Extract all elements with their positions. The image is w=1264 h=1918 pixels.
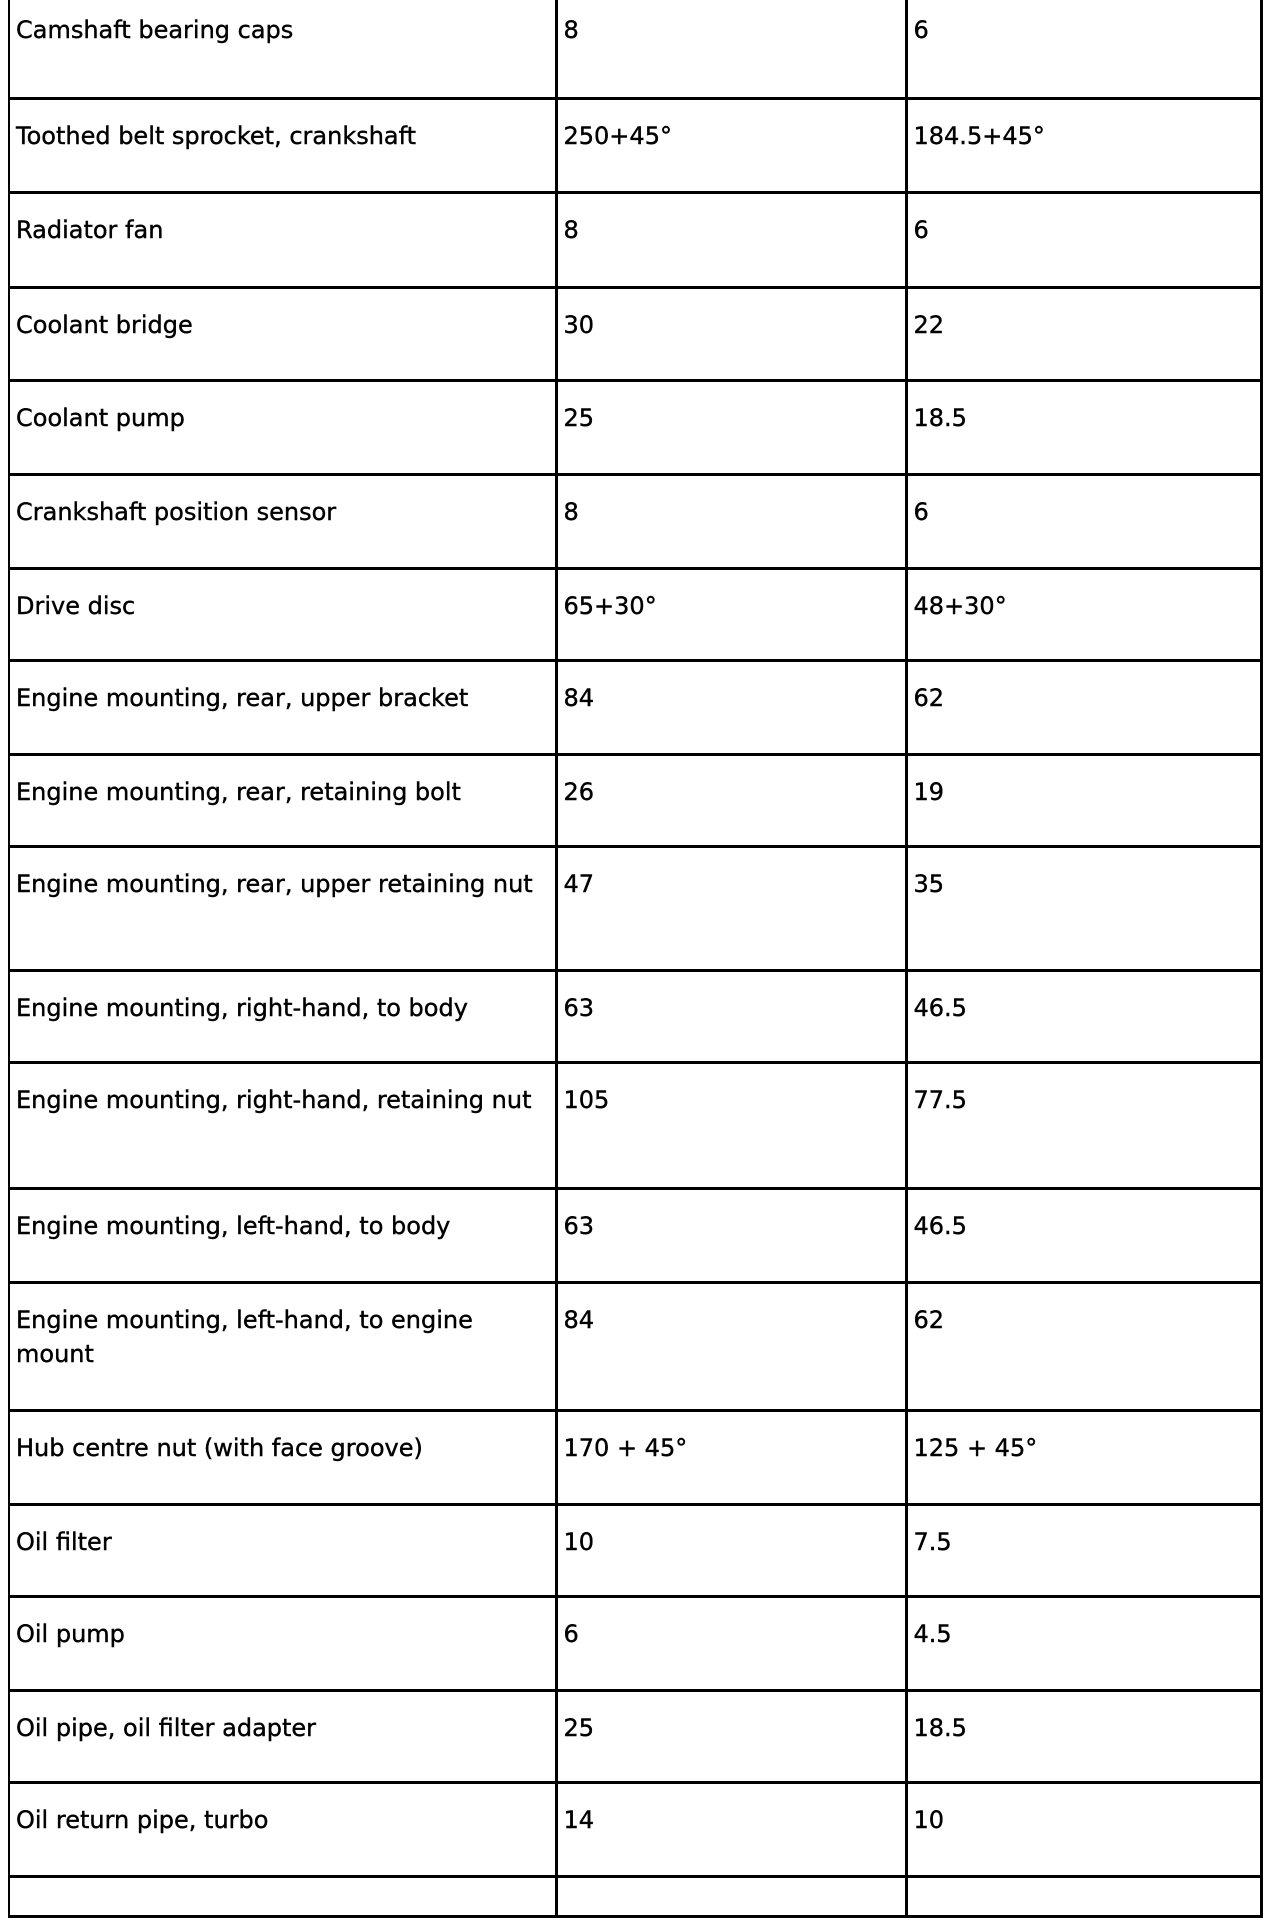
torque-table bbox=[8, 0, 1263, 1918]
table-row bbox=[9, 380, 1261, 474]
torque-nm-cell: 8 bbox=[556, 192, 906, 287]
torque-lbft-cell: 46.5 bbox=[906, 1188, 1261, 1282]
torque-nm-cell: 250+45° bbox=[556, 98, 906, 192]
table-row bbox=[9, 474, 1261, 568]
torque-nm-cell: 170 + 45° bbox=[556, 1410, 906, 1504]
torque-lbft-cell: 6 bbox=[906, 474, 1261, 568]
torque-lbft-cell: 48+30° bbox=[906, 568, 1261, 660]
table-row bbox=[9, 1188, 1261, 1282]
component-cell: Coolant bridge bbox=[9, 287, 556, 380]
component-cell: Engine mounting, rear, upper bracket bbox=[9, 660, 556, 754]
component-cell: Crankshaft position sensor bbox=[9, 474, 556, 568]
table-row bbox=[9, 846, 1261, 970]
table-row bbox=[9, 1782, 1261, 1876]
torque-nm-cell: 84 bbox=[556, 1282, 906, 1410]
torque-nm-cell: 26 bbox=[556, 754, 906, 846]
torque-lbft-cell: 184.5+45° bbox=[906, 98, 1261, 192]
torque-lbft-cell bbox=[906, 1876, 1261, 1916]
component-cell: Camshaft bearing caps bbox=[9, 0, 556, 98]
component-cell: Oil pump bbox=[9, 1596, 556, 1690]
torque-nm-cell: 30 bbox=[556, 287, 906, 380]
component-cell bbox=[9, 1876, 556, 1916]
table-row bbox=[9, 1282, 1261, 1410]
torque-lbft-cell: 19 bbox=[906, 754, 1261, 846]
component-cell: Toothed belt sprocket, crankshaft bbox=[9, 98, 556, 192]
torque-lbft-cell: 22 bbox=[906, 287, 1261, 380]
torque-lbft-cell: 18.5 bbox=[906, 1690, 1261, 1782]
torque-lbft-cell: 125 + 45° bbox=[906, 1410, 1261, 1504]
table-row bbox=[9, 192, 1261, 287]
table-row bbox=[9, 1876, 1261, 1916]
torque-nm-cell: 6 bbox=[556, 1596, 906, 1690]
table-row bbox=[9, 287, 1261, 380]
component-cell: Drive disc bbox=[9, 568, 556, 660]
table-row bbox=[9, 1504, 1261, 1596]
torque-nm-cell bbox=[556, 1876, 906, 1916]
component-cell: Engine mounting, rear, upper retaining nut bbox=[9, 846, 556, 970]
table-row bbox=[9, 1690, 1261, 1782]
table-row bbox=[9, 754, 1261, 846]
table-row bbox=[9, 1062, 1261, 1188]
torque-lbft-cell: 6 bbox=[906, 0, 1261, 98]
torque-lbft-cell: 77.5 bbox=[906, 1062, 1261, 1188]
torque-nm-cell: 63 bbox=[556, 1188, 906, 1282]
component-cell: Engine mounting, right-hand, to body bbox=[9, 970, 556, 1062]
torque-nm-cell: 84 bbox=[556, 660, 906, 754]
torque-nm-cell: 8 bbox=[556, 474, 906, 568]
torque-nm-cell: 105 bbox=[556, 1062, 906, 1188]
torque-lbft-cell: 62 bbox=[906, 660, 1261, 754]
torque-lbft-cell: 18.5 bbox=[906, 380, 1261, 474]
component-cell: Engine mounting, left-hand, to body bbox=[9, 1188, 556, 1282]
torque-lbft-cell: 7.5 bbox=[906, 1504, 1261, 1596]
table-row bbox=[9, 1596, 1261, 1690]
torque-lbft-cell: 10 bbox=[906, 1782, 1261, 1876]
table-row bbox=[9, 1410, 1261, 1504]
torque-nm-cell: 63 bbox=[556, 970, 906, 1062]
torque-lbft-cell: 46.5 bbox=[906, 970, 1261, 1062]
torque-lbft-cell: 35 bbox=[906, 846, 1261, 970]
table-row bbox=[9, 0, 1261, 98]
component-cell: Engine mounting, rear, retaining bolt bbox=[9, 754, 556, 846]
component-cell: Engine mounting, right-hand, retaining nut bbox=[9, 1062, 556, 1188]
torque-lbft-cell: 62 bbox=[906, 1282, 1261, 1410]
torque-nm-cell: 8 bbox=[556, 0, 906, 98]
component-cell: Engine mounting, left-hand, to engine mount bbox=[9, 1282, 556, 1410]
component-cell: Coolant pump bbox=[9, 380, 556, 474]
torque-nm-cell: 25 bbox=[556, 380, 906, 474]
component-cell: Oil pipe, oil filter adapter bbox=[9, 1690, 556, 1782]
torque-lbft-cell: 6 bbox=[906, 192, 1261, 287]
table-row bbox=[9, 970, 1261, 1062]
table-row bbox=[9, 660, 1261, 754]
torque-nm-cell: 25 bbox=[556, 1690, 906, 1782]
component-cell: Oil return pipe, turbo bbox=[9, 1782, 556, 1876]
component-cell: Oil filter bbox=[9, 1504, 556, 1596]
table-row bbox=[9, 98, 1261, 192]
component-cell: Radiator fan bbox=[9, 192, 556, 287]
table-row bbox=[9, 568, 1261, 660]
torque-nm-cell: 14 bbox=[556, 1782, 906, 1876]
component-cell: Hub centre nut (with face groove) bbox=[9, 1410, 556, 1504]
torque-nm-cell: 47 bbox=[556, 846, 906, 970]
torque-nm-cell: 65+30° bbox=[556, 568, 906, 660]
torque-nm-cell: 10 bbox=[556, 1504, 906, 1596]
torque-lbft-cell: 4.5 bbox=[906, 1596, 1261, 1690]
